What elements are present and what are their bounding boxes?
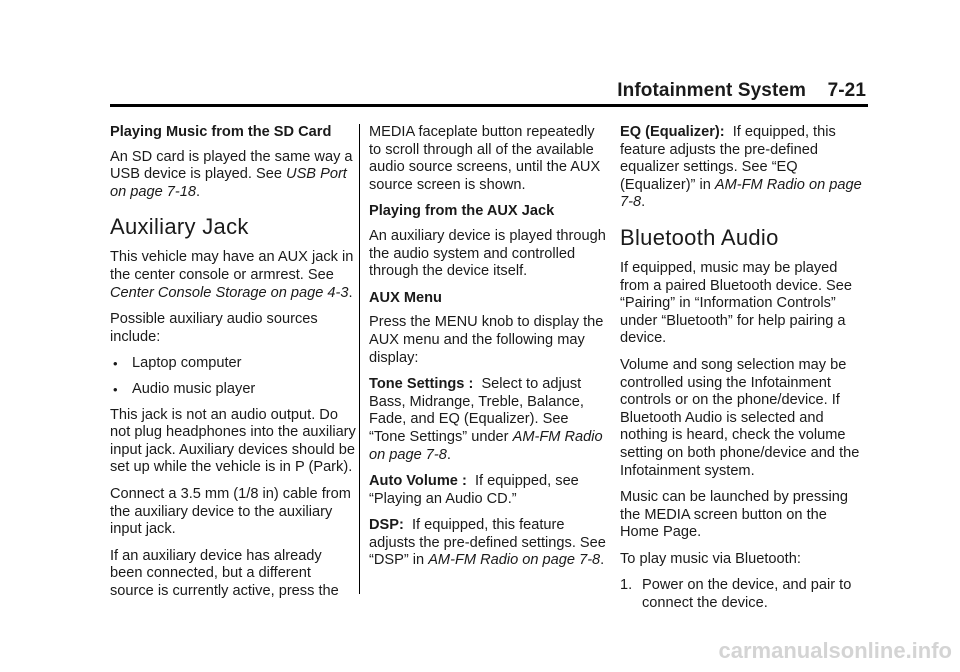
dsp-reference: AM-FM Radio on page 7-8 — [428, 552, 601, 569]
header-rule — [110, 104, 868, 107]
page-number: 7-21 — [827, 80, 866, 101]
bt-paragraph: If equipped, music may be played from a paired Bluetooth device. See “Pairing” in “Information Controls” under “Bluetooth” for help pairing a device. — [620, 259, 853, 347]
list-item-text: Laptop computer — [132, 355, 242, 372]
aux-paragraph: This vehicle may have an AUX jack in the center console or armrest. See Center Console Storage on page 4-3. — [110, 249, 354, 301]
play-paragraph: An auxiliary device is played through the audio system and controlled through the device itself. — [369, 227, 606, 280]
step-text: Power on the device, and pair to connect the device. — [642, 577, 852, 612]
list-item — [110, 381, 358, 399]
tone-reference: AM-FM Radio on page 7-8 — [369, 428, 603, 463]
list-item — [620, 577, 868, 612]
list-item — [110, 355, 358, 373]
aux-reference: Center Console Storage on page 4-3 — [110, 284, 349, 301]
dsp-label: DSP: — [369, 517, 404, 534]
media-paragraph: MEDIA faceplate button repeatedly to scroll through all of the available audio source screens, until the AUX source screen is shown. — [369, 124, 601, 193]
column-2 — [369, 124, 609, 579]
watermark: carmanualsonline.info — [718, 638, 952, 663]
column-3 — [620, 124, 868, 613]
menu-heading: AUX Menu — [369, 289, 442, 306]
section-title: Infotainment System — [617, 80, 807, 101]
sd-text: An SD card is played the same way a USB device is played. See — [110, 148, 353, 183]
launch-paragraph: Music can be launched by pressing the MEDIA screen button on the Home Page. — [620, 489, 848, 541]
column-divider — [359, 124, 360, 594]
already-paragraph: If an auxiliary device has already been connected, but a different source is currently active, press the — [110, 547, 339, 599]
play-heading: Playing from the AUX Jack — [369, 203, 555, 220]
page-header — [560, 80, 866, 102]
column-1 — [110, 124, 358, 609]
dsp-text: If equipped, this feature adjusts the pre-defined settings. See “DSP” in — [369, 517, 606, 569]
to-play-paragraph: To play music via Bluetooth: — [620, 550, 801, 567]
bt-heading: Bluetooth Audio — [620, 224, 779, 250]
tone-paragraph: Tone Settings : Select to adjust Bass, Midrange, Treble, Balance, Fade, and EQ (Equalizer). See “Tone Settings” under AM-FM Radio on page 7-8. — [369, 376, 603, 463]
connect-paragraph: Connect a 3.5 mm (1/8 in) cable from the auxiliary device to the auxiliary input jack. — [110, 485, 351, 538]
tone-label: Tone Settings : — [369, 376, 474, 393]
volume-paragraph: Volume and song selection may be controlled using the Infotainment controls or on the phone/device. If Bluetooth Audio is selected and nothing is heard, check the volume setting on both phone/device and the Infotainment system. — [620, 356, 860, 479]
auto-label: Auto Volume : — [369, 473, 467, 490]
bullet-icon: • — [113, 356, 118, 372]
list-item-text: Audio music player — [132, 380, 256, 397]
sources-paragraph: Possible auxiliary audio sources include: — [110, 311, 318, 345]
tone-text: Select to adjust Bass, Midrange, Treble, Balance, Fade, and EQ (Equalizer). See “Tone Settings” under — [369, 376, 584, 445]
eq-reference: AM-FM Radio on page 7-8 — [620, 176, 862, 211]
menu-paragraph: Press the MENU knob to display the AUX menu and the following may display: — [369, 314, 604, 366]
step-number: 1. — [620, 577, 633, 594]
dsp-paragraph: DSP: If equipped, this feature adjusts the pre-defined settings. See “DSP” in AM-FM Radio on page 7-8. — [369, 517, 606, 569]
aux-heading: Auxiliary Jack — [110, 214, 249, 240]
eq-paragraph: EQ (Equalizer): If equipped, this feature adjusts the pre-defined equalizer settings. See “EQ (Equalizer)” in AM-FM Radio on page 7-8. — [620, 124, 862, 211]
eq-label: EQ (Equalizer): — [620, 124, 725, 140]
sd-paragraph: An SD card is played the same way a USB device is played. See USB Port on page 7-18. — [110, 148, 353, 200]
bullet-icon: • — [113, 381, 118, 397]
jack-paragraph: This jack is not an audio output. Do not plug headphones into the auxiliary input jack. Auxiliary devices should be set up while the vehicle is in P (Park). — [110, 406, 356, 476]
auto-paragraph — [369, 473, 609, 508]
eq-text: If equipped, this feature adjusts the pre-defined equalizer settings. See “EQ (Equalizer)” in — [620, 124, 836, 193]
sd-reference: USB Port on page 7-18 — [110, 166, 347, 200]
auto-text: If equipped, see “Playing an Audio CD.” — [369, 473, 579, 507]
sd-heading: Playing Music from the SD Card — [110, 124, 332, 140]
aux-text: This vehicle may have an AUX jack in the center console or armrest. See — [110, 249, 354, 283]
